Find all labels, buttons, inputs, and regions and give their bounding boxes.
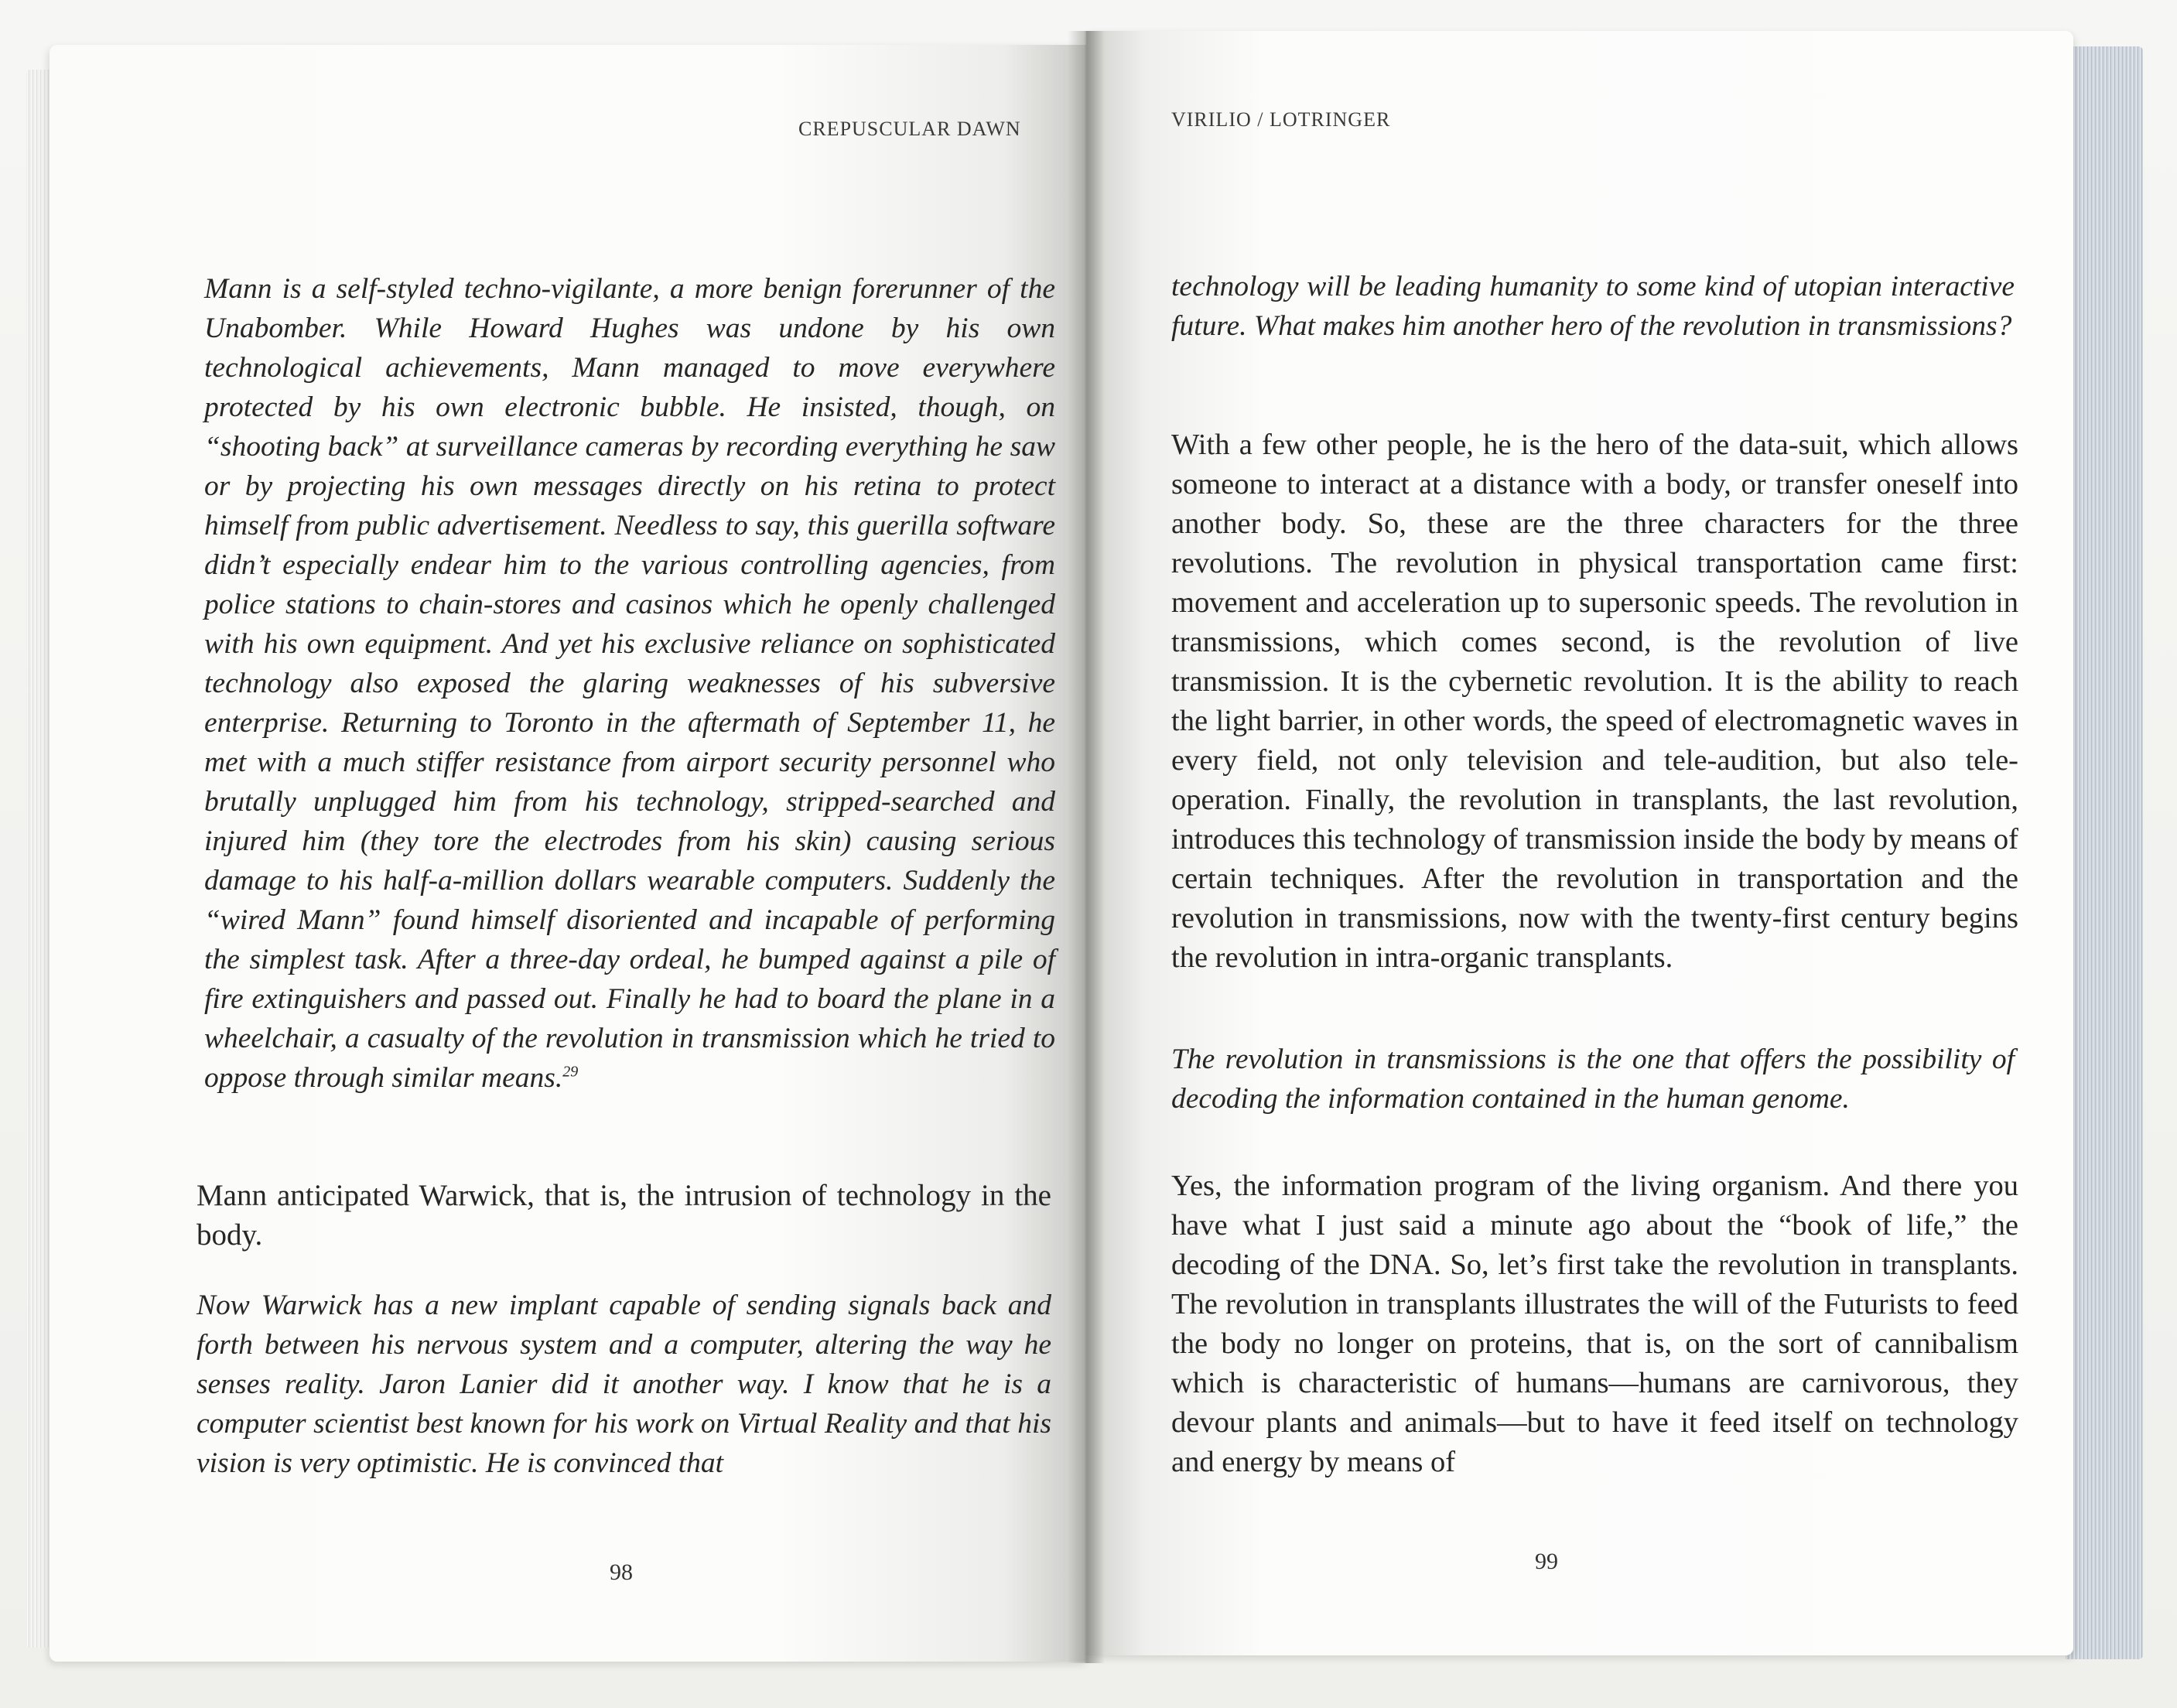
book-gutter [1068, 31, 1105, 1663]
right-paragraph-3: The revolution in transmissions is the one that offers the possibility of decoding the information contained in the human genome. [1171, 1044, 2015, 1115]
right-running-head: VIRILIO / LOTRINGER [1171, 108, 1391, 131]
left-paragraph-1-text: Mann is a self-styled techno-vigilante, a more benign forerunner of the Unabomber. While Howard Hughes was undone by his own technological achievements, Mann managed to move everywhere protected by his own electronic bubble. He insisted, though, on “shooting back” at surveillance cameras by recording everything he saw or by projecting his own messages directly on his retina to protect himself from public advertisement. Needless to say, this guerilla software didn’t especially endear him to the various controlling agencies, from police stations to chain-stores and casinos which he openly challenged with his own equipment. And yet his exclusive reliance on sophisticated technology also exposed the glaring weaknesses of his subversive enterprise. Returning to Toronto in the aftermath of September 11, he met with a much stiffer resistance from airport security personnel who brutally unplugged him from his technology, stripped-searched and injured him (they tore the electrodes from his skin) causing serious damage to his half-a-million dollars wearable computers. Suddenly the “wired Mann” found himself disoriented and incapable of performing the simplest task. After a three-day ordeal, he bumped against a pile of fire extinguishers and passed out. Finally he had to board the plane in a wheelchair, a casualty of the revolution in transmission which he tried to oppose through similar means. [204, 273, 1055, 1094]
left-paragraph-2: Mann anticipated Warwick, that is, the intrusion of technology in the body. [197, 1179, 1051, 1252]
left-running-head: CREPUSCULAR DAWN [798, 118, 1021, 140]
left-page-number: 98 [610, 1559, 633, 1585]
right-page [1086, 31, 2073, 1655]
left-paragraph-3: Now Warwick has a new implant capable of sending signals back and forth between his nervous system and a computer, altering the way he senses reality. Jaron Lanier did it another way. I know that he is a computer scientist best known for his work on Virtual Reality and that his vision is very optimistic. He is convinced that [197, 1290, 1051, 1479]
right-paragraph-1: technology will be leading humanity to some kind of utopian interactive future. What makes him another hero of the revolution in transmissions? [1171, 271, 2015, 342]
right-paragraph-2: With a few other people, he is the hero of the data-suit, which allows someone to interact at a distance with a body, or transfer oneself into another body. So, these are the three characters for the three revolutions. The revolution in physical transportation came first: movement and acceleration up to supersonic speeds. The revolution in transmissions, which comes second, is the revolution of live transmission. It is the cybernetic revolution. It is the ability to reach the light barrier, in other words, the speed of electromagnetic waves in every field, not only television and tele-audition, but also tele-operation. Finally, the revolution in transplants, the last revolution, introduces this technology of transmission inside the body by means of certain techniques. After the revolution in transportation and the revolution in transmissions, now with the twenty-first century begins the revolution in intra-organic transplants. [1171, 429, 2018, 974]
right-page-edges [2066, 46, 2143, 1659]
footnote-ref: 29 [562, 1063, 579, 1081]
right-page-number: 99 [1535, 1549, 1558, 1574]
right-paragraph-4: Yes, the information program of the living organism. And there you have what I just said a minute ago about the “book of life,” the decoding of the DNA. So, let’s first take the revolution in transplants. The revolution in transplants illustrates the will of the Futurists to feed the body no longer on proteins, that is, on the sort of cannibalism which is characteristic of humans—humans are carnivorous, they devour plants and animals—but to have it feed itself on technology and energy by means of [1171, 1170, 2018, 1478]
left-page [50, 45, 1086, 1662]
left-paragraph-1 [204, 269, 1055, 1098]
